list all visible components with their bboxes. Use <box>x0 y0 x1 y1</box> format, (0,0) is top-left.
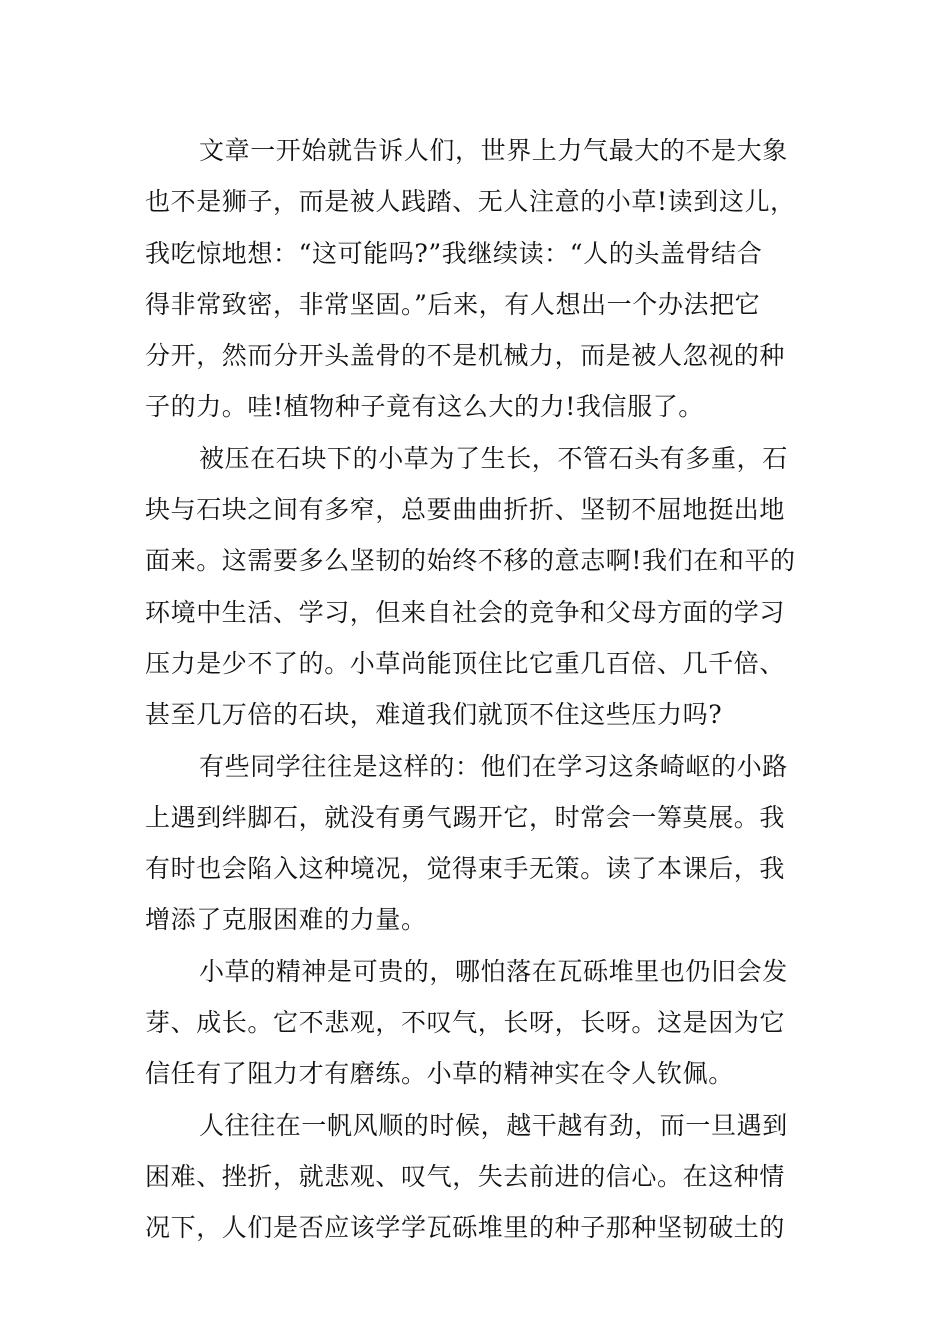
paragraph-3 <box>145 741 807 946</box>
text-line: 小草的精神是可贵的，哪怕落在瓦砾堆里也仍旧会发 <box>199 956 788 986</box>
paragraph-5 <box>145 1100 807 1254</box>
document-body <box>145 125 807 1254</box>
text-line: 有些同学往往是这样的：他们在学习这条崎岖的小路 <box>199 751 788 781</box>
text-line: 信任有了阻力才有磨练。小草的精神实在令人钦佩。 <box>145 1059 734 1089</box>
text-line: 芽、成长。它不悲观，不叹气，长呀，长呀。这是因为它 <box>145 1008 786 1038</box>
paragraph-1 <box>145 125 807 433</box>
text-line: 上遇到绊脚石，就没有勇气踢开它，时常会一筹莫展。我 <box>145 802 786 832</box>
text-line: 环境中生活、学习，但来自社会的竞争和父母方面的学习 <box>145 597 786 627</box>
text-line: 困难、挫折，就悲观、叹气，失去前进的信心。在这种情 <box>145 1161 786 1191</box>
text-line: 子的力。哇!植物种子竟有这么大的力!我信服了。 <box>145 392 704 422</box>
text-line: 得非常致密，非常坚固。”后来，有人想出一个办法把它 <box>145 289 761 319</box>
text-line: 块与石块之间有多窄，总要曲曲折折、坚韧不屈地挺出地 <box>145 495 786 525</box>
text-line: 面来。这需要多么坚韧的始终不移的意志啊!我们在和平的 <box>145 546 796 576</box>
text-line: 文章一开始就告诉人们，世界上力气最大的不是大象 <box>199 136 788 165</box>
text-line: 被压在石块下的小草为了生长，不管石头有多重，石 <box>199 443 788 473</box>
text-line: 有时也会陷入这种境况，觉得束手无策。读了本课后，我 <box>145 854 786 884</box>
paragraph-2 <box>145 433 807 741</box>
text-line: 甚至几万倍的石块，难道我们就顶不住这些压力吗? <box>145 700 723 730</box>
text-line: 也不是狮子，而是被人践踏、无人注意的小草!读到这儿， <box>145 187 796 217</box>
text-line: 压力是少不了的。小草尚能顶住比它重几百倍、几千倍、 <box>145 648 786 678</box>
text-line: 增添了克服困难的力量。 <box>145 905 427 935</box>
text-line: 况下，人们是否应该学学瓦砾堆里的种子那种坚韧破土的 <box>145 1213 786 1243</box>
text-line: 分开，然而分开头盖骨的不是机械力，而是被人忽视的种 <box>145 341 786 371</box>
paragraph-4 <box>145 946 807 1100</box>
text-line: 人往往在一帆风顺的时候，越干越有劲，而一旦遇到 <box>199 1110 788 1140</box>
text-line: 我吃惊地想：“这可能吗?”我继续读：“人的头盖骨结合 <box>145 238 763 268</box>
